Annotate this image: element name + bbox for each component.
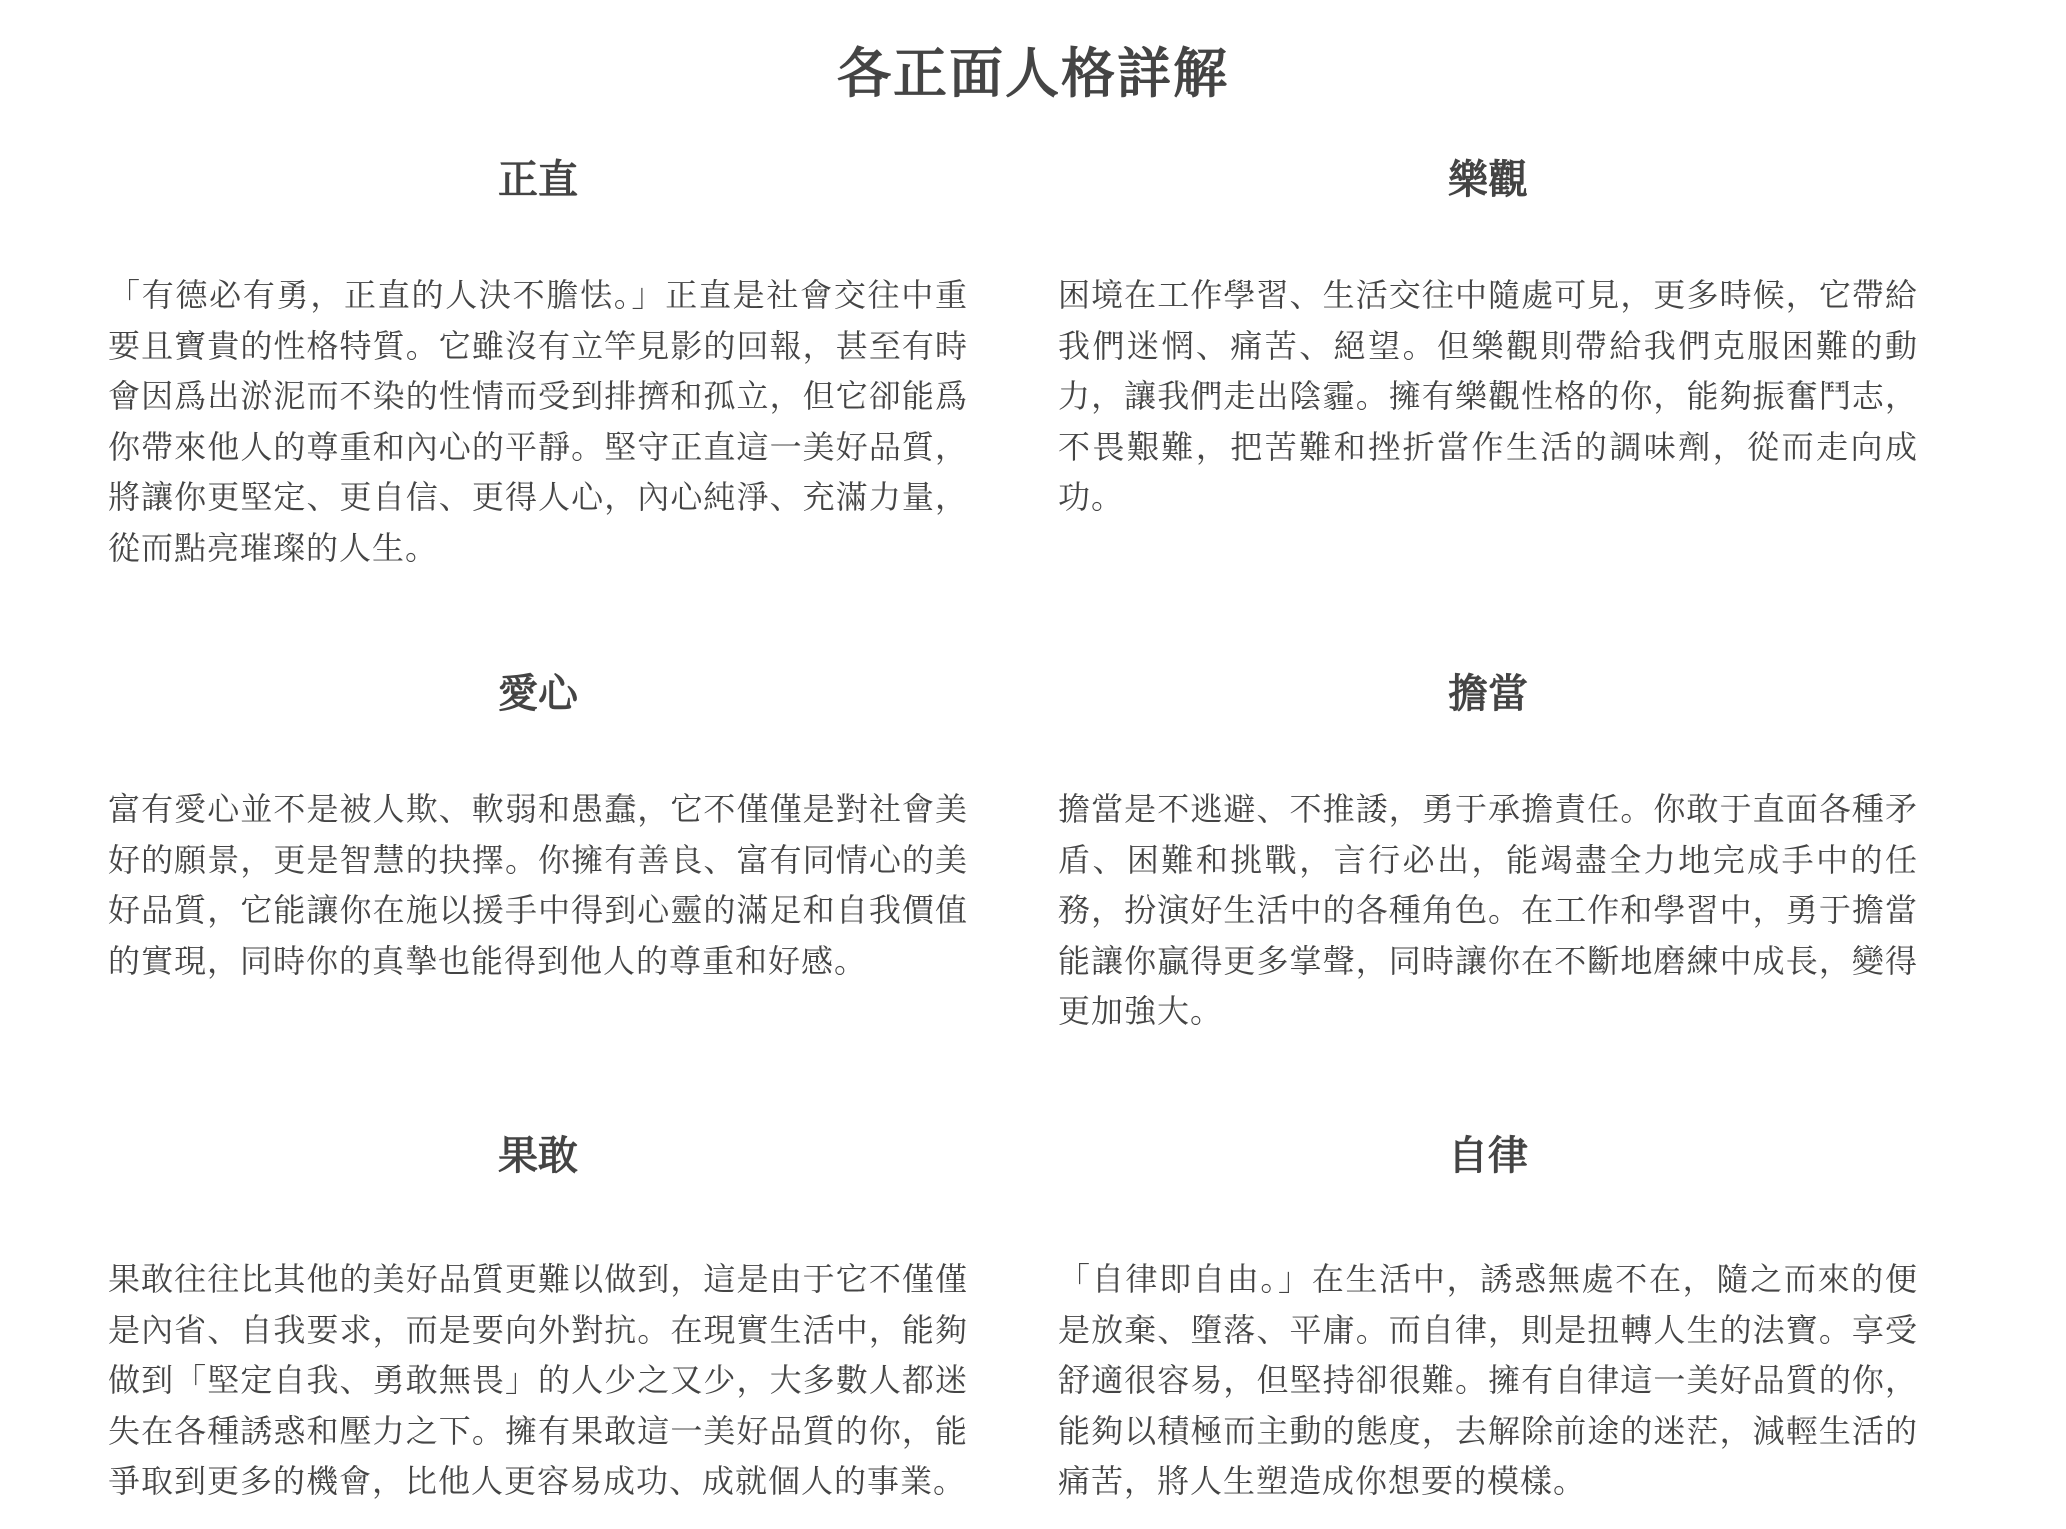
trait-description: 困境在工作學習、生活交往中隨處可見，更多時候，它帶給我們迷惘、痛苦、絕望。但樂觀則帶給我們克服困難的動力，讓我們走出陰霾。擁有樂觀性格的你，能夠振奮鬥志，不畏艱難，把苦難和挫折當作生活的調味劑，從而走向成功。 bbox=[1058, 276, 1918, 516]
trait-description: 「有德必有勇，正直的人決不膽怯。」正直是社會交往中重要且寶貴的性格特質。它雖沒有立竿見影的回報，甚至有時會因爲出淤泥而不染的性情而受到排擠和孤立，但它卻能爲你帶來他人的尊重和內心的平靜。堅守正直這一美好品質，將讓你更堅定、更自信、更得人心，內心純淨、充滿力量，從而點亮璀璨的人生。 bbox=[108, 276, 968, 567]
trait-description: 富有愛心並不是被人欺、軟弱和愚蠢，它不僅僅是對社會美好的願景，更是智慧的抉擇。你擁有善良、富有同情心的美好品質，它能讓你在施以援手中得到心靈的滿足和自我價值的實現，同時你的真摯也能得到他人的尊重和好感。 bbox=[108, 790, 968, 980]
trait-compassion bbox=[108, 666, 968, 986]
trait-decisiveness bbox=[108, 1128, 968, 1507]
trait-description: 擔當是不逃避、不推諉，勇于承擔責任。你敢于直面各種矛盾、困難和挑戰，言行必出，能竭盡全力地完成手中的任務，扮演好生活中的各種角色。在工作和學習中，勇于擔當能讓你贏得更多掌聲，同時讓你在不斷地磨練中成長，變得更加強大。 bbox=[1058, 790, 1918, 1030]
page-title: 各正面人格詳解 bbox=[837, 42, 1229, 106]
trait-heading: 愛心 bbox=[498, 671, 578, 717]
trait-description: 果敢往往比其他的美好品質更難以做到，這是由于它不僅僅是內省、自我要求，而是要向外對抗。在現實生活中，能夠做到「堅定自我、勇敢無畏」的人少之又少，大多數人都迷失在各種誘惑和壓力之下。擁有果敢這一美好品質的你，能爭取到更多的機會，比他人更容易成功、成就個人的事業。 bbox=[108, 1260, 968, 1500]
trait-responsibility bbox=[1058, 666, 1918, 1037]
trait-heading: 樂觀 bbox=[1448, 157, 1528, 203]
trait-heading: 正直 bbox=[498, 157, 578, 203]
trait-heading: 果敢 bbox=[498, 1133, 578, 1179]
trait-heading: 自律 bbox=[1448, 1133, 1528, 1179]
trait-optimism bbox=[1058, 152, 1918, 523]
trait-description: 「自律即自由。」在生活中，誘惑無處不在，隨之而來的便是放棄、墮落、平庸。而自律，則是扭轉人生的法寶。享受舒適很容易，但堅持卻很難。擁有自律這一美好品質的你，能夠以積極而主動的態度，去解除前途的迷茫，減輕生活的痛苦，將人生塑造成你想要的模樣。 bbox=[1058, 1260, 1918, 1500]
trait-heading: 擔當 bbox=[1448, 671, 1528, 717]
trait-self-discipline bbox=[1058, 1128, 1918, 1507]
trait-integrity bbox=[108, 152, 968, 573]
